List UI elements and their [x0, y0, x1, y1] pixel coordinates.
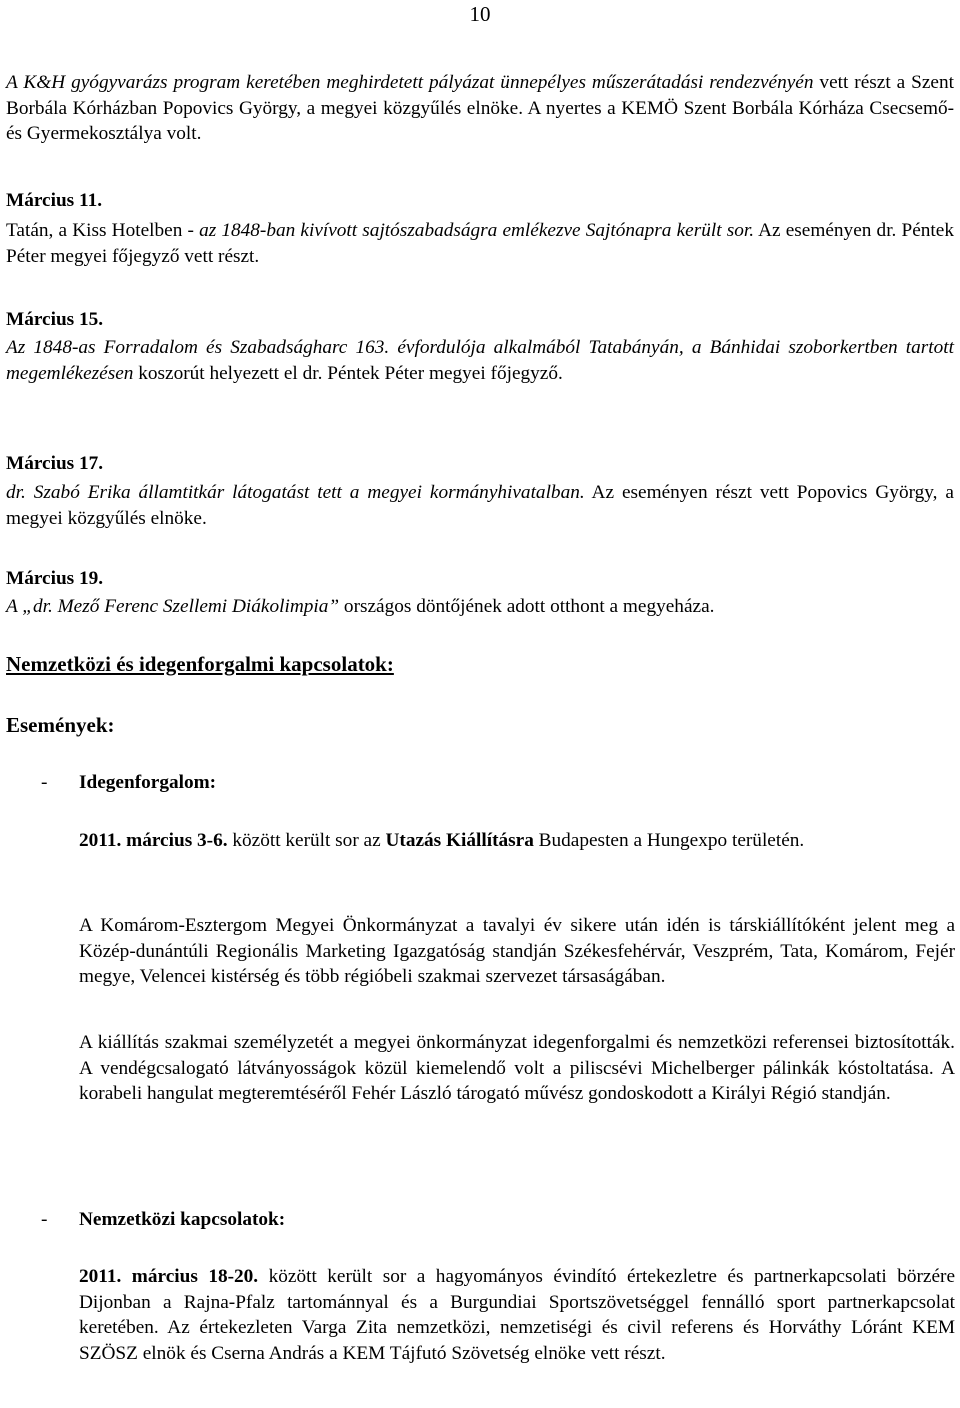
event-2-italic: Az 1848-as Forradalom és Szabadságharc 163. évfordulója alkalmából Tatabányán, a Bánhidai szoborkertben tartott megemlékezésen	[6, 337, 954, 384]
event-text-4	[6, 594, 954, 620]
international-date: 2011. március 18-20.	[79, 1266, 259, 1287]
event-date-3: Március 17.	[6, 453, 104, 474]
event-1-text-a: Tatán, a Kiss Hotelben -	[6, 220, 200, 241]
event-text-1	[6, 218, 954, 269]
list-dash: -	[41, 772, 48, 793]
event-date-1: Március 11.	[6, 190, 103, 211]
tourism-date: 2011. március 3-6.	[79, 830, 228, 851]
tourism-fair-name: Utazás Kiállításra	[385, 830, 534, 851]
tourism-text-a: között került sor az	[227, 830, 386, 851]
event-3-text: Az eseményen részt vett Popovics György, a megyei közgyűlés elnöke.	[6, 482, 954, 529]
event-1-italic: az 1848-ban kivívott sajtószabadságra emlékezve Sajtónapra került sor.	[199, 220, 755, 241]
tourism-text-b: Budapesten a Hungexpo területén.	[533, 830, 805, 851]
list-label: Nemzetközi kapcsolatok:	[79, 1209, 286, 1230]
international-text: között került sor a hagyományos évindító értekezletre és partnerkapcsolati börzére Dijonban a Rajna-Pfalz tartománnyal és a Burgundiai Sportszövetséggel fennálló sport partnerkapcsolat keretében. Az értekezleten Varga Zita nemzetközi, nemzetiségi és civil referens és Horváthy Lóránt KEM SZÖSZ elnök és Cserna András a KEM Tájfutó Szövetség elnöke vett részt.	[79, 1266, 956, 1364]
tourism-paragraph-1	[79, 828, 955, 854]
page-number: 10	[469, 2, 491, 26]
intro-paragraph	[6, 70, 954, 147]
events-heading: Események:	[6, 713, 115, 737]
intro-italic: A K&H gyógyvarázs program keretében meghirdetett pályázat ünnepélyes műszerátadási rendezvényén	[6, 72, 814, 93]
tourism-paragraph-3: A kiállítás szakmai személyzetét a megyei önkormányzat idegenforgalmi és nemzetközi referensei biztosították. A vendégcsalogató látványosságok közül kiemelendő volt a piliscsévi Michelberger pálinkák kóstoltatása. A korabeli hangulat megteremtéséről Fehér László tárogató művész gondoskodott a Királyi Régió standján.	[79, 1032, 955, 1105]
event-1-text-b: Az eseményen dr. Péntek Péter megyei főjegyző vett részt.	[6, 220, 954, 267]
intro-text: vett részt a Szent Borbála Kórházban Popovics György, a megyei közgyűlés elnöke. A nyertes a KEMÖ Szent Borbála Kórháza Csecsemő- és Gyermekosztálya volt.	[6, 72, 954, 145]
event-text-3	[6, 480, 954, 531]
event-3-italic: dr. Szabó Erika államtitkár látogatást tett a megyei kormányhivatalban.	[6, 482, 585, 503]
event-date-2: Március 15.	[6, 309, 104, 330]
tourism-paragraph-2: A Komárom-Esztergom Megyei Önkormányzat a tavalyi év sikere után idén is társkiállítóként jelent meg a Közép-dunántúli Regionális Marketing Igazgatóság standján Székesfehérvár, Veszprém, Tata, Komárom, Fejér megye, Velencei kistérség és több régióbeli szakmai szervezet társaságában.	[79, 915, 955, 988]
event-4-text: országos döntőjének adott otthont a megyeháza.	[339, 596, 715, 617]
event-text-2	[6, 335, 954, 386]
event-date-4: Március 19.	[6, 568, 104, 589]
international-paragraph	[79, 1264, 955, 1366]
event-4-italic: A „dr. Mező Ferenc Szellemi Diákolimpia”	[6, 596, 340, 617]
list-label: Idegenforgalom:	[79, 772, 217, 793]
event-2-text: koszorút helyezett el dr. Péntek Péter megyei főjegyző.	[133, 362, 563, 384]
list-dash: -	[41, 1209, 48, 1230]
section-heading: Nemzetközi és idegenforgalmi kapcsolatok:	[6, 652, 394, 676]
